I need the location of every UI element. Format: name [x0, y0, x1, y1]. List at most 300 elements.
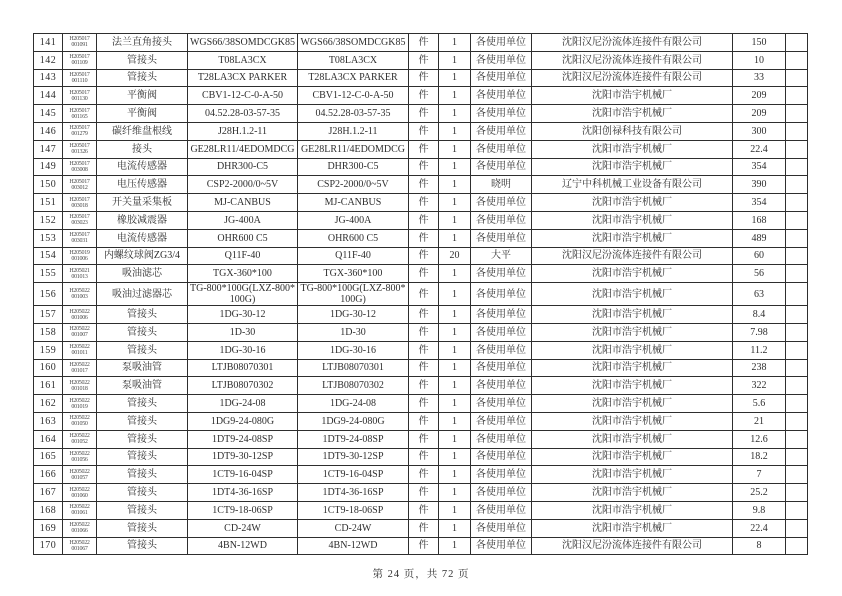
cell-unit: 件 [409, 87, 439, 105]
cell-item-code: H205017 003008 [63, 158, 97, 176]
cell-item-name: 管接头 [97, 69, 188, 87]
cell-quantity: 1 [439, 537, 471, 555]
cell-quantity: 1 [439, 448, 471, 466]
cell-using-unit: 各使用单位 [471, 484, 532, 502]
cell-remark [786, 501, 808, 519]
cell-unit: 件 [409, 105, 439, 123]
cell-unit-price: 489 [733, 229, 786, 247]
cell-using-unit: 各使用单位 [471, 194, 532, 212]
cell-unit-price: 63 [733, 283, 786, 306]
cell-unit: 件 [409, 395, 439, 413]
cell-unit-price: 33 [733, 69, 786, 87]
cell-quantity: 20 [439, 247, 471, 265]
table-row [34, 194, 808, 212]
cell-item-name: 接头 [97, 140, 188, 158]
cell-item-name: 管接头 [97, 484, 188, 502]
cell-supplier: 沈阳市浩宇机械厂 [532, 519, 733, 537]
cell-unit-price: 209 [733, 105, 786, 123]
table-row [34, 430, 808, 448]
cell-remark [786, 265, 808, 283]
cell-unit-price: 5.6 [733, 395, 786, 413]
cell-supplier: 沈阳市浩宇机械厂 [532, 158, 733, 176]
table-row [34, 501, 808, 519]
cell-quantity: 1 [439, 211, 471, 229]
cell-unit: 件 [409, 176, 439, 194]
cell-item-name: 管接头 [97, 323, 188, 341]
cell-quantity: 1 [439, 283, 471, 306]
cell-row-number: 166 [34, 466, 63, 484]
cell-model-spec-1: CD-24W [188, 519, 298, 537]
cell-using-unit: 各使用单位 [471, 265, 532, 283]
cell-unit: 件 [409, 140, 439, 158]
cell-row-number: 146 [34, 122, 63, 140]
cell-model-spec-1: 04.52.28-03-57-35 [188, 105, 298, 123]
cell-item-name: 管接头 [97, 395, 188, 413]
cell-unit-price: 60 [733, 247, 786, 265]
cell-item-code: H205022 001007 [63, 323, 97, 341]
cell-supplier: 沈阳市浩宇机械厂 [532, 448, 733, 466]
cell-remark [786, 448, 808, 466]
cell-row-number: 143 [34, 69, 63, 87]
cell-unit: 件 [409, 341, 439, 359]
cell-unit: 件 [409, 283, 439, 306]
cell-quantity: 1 [439, 341, 471, 359]
cell-item-name: 开关量采集板 [97, 194, 188, 212]
cell-supplier: 沈阳市浩宇机械厂 [532, 140, 733, 158]
cell-unit-price: 18.2 [733, 448, 786, 466]
cell-unit: 件 [409, 69, 439, 87]
cell-item-name: 管接头 [97, 448, 188, 466]
cell-supplier: 沈阳市浩宇机械厂 [532, 359, 733, 377]
cell-using-unit: 各使用单位 [471, 140, 532, 158]
cell-using-unit: 各使用单位 [471, 87, 532, 105]
table-row [34, 412, 808, 430]
cell-unit-price: 56 [733, 265, 786, 283]
cell-model-spec-2: JG-400A [298, 211, 409, 229]
cell-item-code: H205019 001006 [63, 247, 97, 265]
cell-unit: 件 [409, 211, 439, 229]
cell-model-spec-2: LTJB08070301 [298, 359, 409, 377]
cell-model-spec-2: 1DG-30-16 [298, 341, 409, 359]
cell-row-number: 155 [34, 265, 63, 283]
cell-item-name: 吸油过滤器芯 [97, 283, 188, 306]
cell-model-spec-2: GE28LR11/4EDOMDCG [298, 140, 409, 158]
cell-model-spec-1: 1DG-30-16 [188, 341, 298, 359]
cell-item-code: H205022 001017 [63, 359, 97, 377]
cell-unit-price: 150 [733, 34, 786, 52]
cell-model-spec-2: DHR300-C5 [298, 158, 409, 176]
cell-row-number: 151 [34, 194, 63, 212]
cell-item-name: 内螺纹球阀ZG3/4 [97, 247, 188, 265]
cell-using-unit: 各使用单位 [471, 158, 532, 176]
table-row [34, 140, 808, 158]
cell-item-name: 管接头 [97, 412, 188, 430]
cell-model-spec-2: 1DT9-30-12SP [298, 448, 409, 466]
cell-item-code: H205017 003031 [63, 229, 97, 247]
cell-model-spec-1: Q11F-40 [188, 247, 298, 265]
cell-unit: 件 [409, 484, 439, 502]
cell-model-spec-1: LTJB08070301 [188, 359, 298, 377]
cell-remark [786, 306, 808, 324]
cell-row-number: 154 [34, 247, 63, 265]
cell-remark [786, 359, 808, 377]
cell-supplier: 沈阳市浩宇机械厂 [532, 466, 733, 484]
cell-unit: 件 [409, 194, 439, 212]
cell-unit-price: 322 [733, 377, 786, 395]
cell-item-code: H205022 001067 [63, 537, 97, 555]
cell-model-spec-2: 1DG-30-12 [298, 306, 409, 324]
cell-row-number: 150 [34, 176, 63, 194]
cell-quantity: 1 [439, 158, 471, 176]
cell-row-number: 156 [34, 283, 63, 306]
cell-row-number: 164 [34, 430, 63, 448]
cell-model-spec-1: 1D-30 [188, 323, 298, 341]
cell-supplier: 沈阳创禄科技有限公司 [532, 122, 733, 140]
cell-row-number: 167 [34, 484, 63, 502]
cell-unit-price: 12.6 [733, 430, 786, 448]
cell-model-spec-2: 1D-30 [298, 323, 409, 341]
cell-unit: 件 [409, 51, 439, 69]
table-row [34, 87, 808, 105]
cell-item-name: 管接头 [97, 430, 188, 448]
cell-item-code: H205022 001050 [63, 412, 97, 430]
cell-quantity: 1 [439, 519, 471, 537]
cell-item-name: 平衡阀 [97, 105, 188, 123]
table-row [34, 323, 808, 341]
cell-item-code: H205017 001130 [63, 87, 97, 105]
cell-unit-price: 209 [733, 87, 786, 105]
cell-unit: 件 [409, 448, 439, 466]
parts-table-body [34, 34, 808, 555]
cell-unit: 件 [409, 501, 439, 519]
cell-using-unit: 各使用单位 [471, 501, 532, 519]
cell-row-number: 169 [34, 519, 63, 537]
cell-model-spec-1: TGX-360*100 [188, 265, 298, 283]
cell-model-spec-2: CBV1-12-C-0-A-50 [298, 87, 409, 105]
cell-quantity: 1 [439, 395, 471, 413]
cell-unit: 件 [409, 247, 439, 265]
cell-item-code: H205017 003018 [63, 194, 97, 212]
cell-using-unit: 各使用单位 [471, 341, 532, 359]
cell-model-spec-2: CD-24W [298, 519, 409, 537]
cell-unit-price: 354 [733, 158, 786, 176]
table-row [34, 51, 808, 69]
cell-unit: 件 [409, 34, 439, 52]
cell-unit-price: 10 [733, 51, 786, 69]
cell-model-spec-1: LTJB08070302 [188, 377, 298, 395]
cell-unit-price: 22.4 [733, 519, 786, 537]
cell-remark [786, 229, 808, 247]
cell-item-code: H205022 001056 [63, 448, 97, 466]
cell-row-number: 147 [34, 140, 63, 158]
cell-supplier: 沈阳市浩宇机械厂 [532, 412, 733, 430]
cell-quantity: 1 [439, 122, 471, 140]
cell-quantity: 1 [439, 430, 471, 448]
cell-remark [786, 140, 808, 158]
cell-item-name: 泵吸油管 [97, 359, 188, 377]
cell-supplier: 沈阳市浩宇机械厂 [532, 229, 733, 247]
cell-model-spec-2: 1DG9-24-080G [298, 412, 409, 430]
cell-model-spec-1: GE28LR11/4EDOMDCG [188, 140, 298, 158]
parts-table [33, 33, 808, 555]
cell-quantity: 1 [439, 34, 471, 52]
cell-unit: 件 [409, 412, 439, 430]
cell-model-spec-2: 4BN-12WD [298, 537, 409, 555]
cell-model-spec-2: CSP2-2000/0~5V [298, 176, 409, 194]
cell-remark [786, 377, 808, 395]
cell-model-spec-2: T28LA3CX PARKER [298, 69, 409, 87]
cell-item-name: 碳纤维盘根线 [97, 122, 188, 140]
cell-supplier: 沈阳市浩宇机械厂 [532, 283, 733, 306]
cell-unit-price: 7.98 [733, 323, 786, 341]
table-row [34, 484, 808, 502]
cell-model-spec-2: TGX-360*100 [298, 265, 409, 283]
cell-row-number: 153 [34, 229, 63, 247]
cell-item-name: 电流传感器 [97, 158, 188, 176]
cell-item-code: H205017 001110 [63, 69, 97, 87]
cell-item-code: H205017 001326 [63, 140, 97, 158]
cell-using-unit: 各使用单位 [471, 323, 532, 341]
cell-using-unit: 各使用单位 [471, 448, 532, 466]
cell-model-spec-1: 1DT4-36-16SP [188, 484, 298, 502]
cell-supplier: 沈阳汉尼汾流体连接件有限公司 [532, 34, 733, 52]
cell-model-spec-2: 1CT9-18-06SP [298, 501, 409, 519]
cell-quantity: 1 [439, 359, 471, 377]
cell-row-number: 160 [34, 359, 63, 377]
cell-item-name: 管接头 [97, 466, 188, 484]
cell-unit: 件 [409, 430, 439, 448]
cell-unit-price: 7 [733, 466, 786, 484]
cell-using-unit: 各使用单位 [471, 519, 532, 537]
cell-model-spec-1: J28H.1.2-11 [188, 122, 298, 140]
cell-model-spec-1: WGS66/38SOMDCGK85 [188, 34, 298, 52]
cell-unit-price: 300 [733, 122, 786, 140]
cell-unit: 件 [409, 229, 439, 247]
cell-remark [786, 176, 808, 194]
cell-unit-price: 390 [733, 176, 786, 194]
cell-supplier: 沈阳市浩宇机械厂 [532, 194, 733, 212]
cell-using-unit: 各使用单位 [471, 34, 532, 52]
cell-supplier: 沈阳汉尼汾流体连接件有限公司 [532, 69, 733, 87]
cell-model-spec-2: T08LA3CX [298, 51, 409, 69]
cell-remark [786, 51, 808, 69]
cell-using-unit: 各使用单位 [471, 395, 532, 413]
cell-model-spec-2: 1DT9-24-08SP [298, 430, 409, 448]
cell-row-number: 163 [34, 412, 63, 430]
cell-item-name: 吸油滤芯 [97, 265, 188, 283]
table-row [34, 229, 808, 247]
table-row [34, 265, 808, 283]
cell-remark [786, 283, 808, 306]
cell-unit: 件 [409, 158, 439, 176]
cell-model-spec-1: DHR300-C5 [188, 158, 298, 176]
cell-item-name: 管接头 [97, 306, 188, 324]
cell-item-code: H205022 001061 [63, 501, 97, 519]
cell-using-unit: 各使用单位 [471, 229, 532, 247]
cell-row-number: 149 [34, 158, 63, 176]
cell-supplier: 沈阳市浩宇机械厂 [532, 323, 733, 341]
cell-using-unit: 各使用单位 [471, 412, 532, 430]
cell-remark [786, 105, 808, 123]
cell-supplier: 沈阳市浩宇机械厂 [532, 377, 733, 395]
cell-model-spec-2: 04.52.28-03-57-35 [298, 105, 409, 123]
cell-unit: 件 [409, 359, 439, 377]
cell-quantity: 1 [439, 412, 471, 430]
cell-remark [786, 87, 808, 105]
cell-item-name: 管接头 [97, 537, 188, 555]
cell-unit-price: 25.2 [733, 484, 786, 502]
cell-unit-price: 8 [733, 537, 786, 555]
table-row [34, 341, 808, 359]
cell-unit-price: 168 [733, 211, 786, 229]
cell-model-spec-1: 1DG-24-08 [188, 395, 298, 413]
table-row [34, 359, 808, 377]
cell-item-code: H205017 003023 [63, 211, 97, 229]
cell-item-code: H205017 003012 [63, 176, 97, 194]
cell-row-number: 158 [34, 323, 63, 341]
cell-item-name: 橡胶减震器 [97, 211, 188, 229]
cell-unit: 件 [409, 306, 439, 324]
cell-item-code: H205022 001057 [63, 466, 97, 484]
cell-using-unit: 各使用单位 [471, 283, 532, 306]
cell-model-spec-2: OHR600 C5 [298, 229, 409, 247]
cell-remark [786, 211, 808, 229]
cell-quantity: 1 [439, 176, 471, 194]
cell-item-name: 平衡阀 [97, 87, 188, 105]
cell-using-unit: 各使用单位 [471, 377, 532, 395]
cell-supplier: 沈阳市浩宇机械厂 [532, 211, 733, 229]
cell-item-code: H205017 001165 [63, 105, 97, 123]
cell-supplier: 沈阳汉尼汾流体连接件有限公司 [532, 537, 733, 555]
cell-remark [786, 69, 808, 87]
cell-row-number: 159 [34, 341, 63, 359]
cell-supplier: 沈阳市浩宇机械厂 [532, 484, 733, 502]
cell-model-spec-2: 1CT9-16-04SP [298, 466, 409, 484]
cell-supplier: 沈阳市浩宇机械厂 [532, 341, 733, 359]
cell-item-code: H205022 001066 [63, 519, 97, 537]
cell-row-number: 142 [34, 51, 63, 69]
cell-unit: 件 [409, 519, 439, 537]
cell-remark [786, 519, 808, 537]
cell-remark [786, 537, 808, 555]
cell-quantity: 1 [439, 51, 471, 69]
cell-supplier: 沈阳市浩宇机械厂 [532, 265, 733, 283]
cell-model-spec-1: 1DG9-24-080G [188, 412, 298, 430]
cell-model-spec-1: 1DG-30-12 [188, 306, 298, 324]
cell-unit: 件 [409, 377, 439, 395]
cell-item-code: H205022 001003 [63, 283, 97, 306]
cell-quantity: 1 [439, 87, 471, 105]
cell-using-unit: 各使用单位 [471, 211, 532, 229]
cell-quantity: 1 [439, 466, 471, 484]
table-row [34, 306, 808, 324]
table-row [34, 537, 808, 555]
cell-unit: 件 [409, 323, 439, 341]
cell-quantity: 1 [439, 69, 471, 87]
cell-quantity: 1 [439, 484, 471, 502]
cell-quantity: 1 [439, 140, 471, 158]
cell-model-spec-2: 1DT4-36-16SP [298, 484, 409, 502]
cell-remark [786, 484, 808, 502]
cell-unit-price: 238 [733, 359, 786, 377]
cell-item-code: H205021 001013 [63, 265, 97, 283]
cell-unit-price: 8.4 [733, 306, 786, 324]
cell-row-number: 141 [34, 34, 63, 52]
cell-model-spec-2: LTJB08070302 [298, 377, 409, 395]
cell-supplier: 辽宁中科机械工业设备有限公司 [532, 176, 733, 194]
cell-unit: 件 [409, 122, 439, 140]
cell-unit: 件 [409, 466, 439, 484]
cell-unit: 件 [409, 537, 439, 555]
cell-remark [786, 194, 808, 212]
cell-remark [786, 412, 808, 430]
cell-row-number: 162 [34, 395, 63, 413]
cell-model-spec-1: 1DT9-24-08SP [188, 430, 298, 448]
cell-quantity: 1 [439, 377, 471, 395]
cell-model-spec-1: 1CT9-16-04SP [188, 466, 298, 484]
cell-row-number: 161 [34, 377, 63, 395]
cell-model-spec-2: Q11F-40 [298, 247, 409, 265]
table-row [34, 158, 808, 176]
table-row [34, 283, 808, 306]
cell-unit-price: 9.8 [733, 501, 786, 519]
cell-remark [786, 122, 808, 140]
table-row [34, 211, 808, 229]
cell-row-number: 152 [34, 211, 63, 229]
cell-model-spec-1: JG-400A [188, 211, 298, 229]
cell-model-spec-1: 1CT9-18-06SP [188, 501, 298, 519]
cell-using-unit: 各使用单位 [471, 51, 532, 69]
cell-model-spec-1: CSP2-2000/0~5V [188, 176, 298, 194]
page-footer: 第 24 页，共 72 页 [372, 569, 470, 580]
cell-item-name: 法兰直角接头 [97, 34, 188, 52]
cell-item-name: 泵吸油管 [97, 377, 188, 395]
cell-model-spec-2: J28H.1.2-11 [298, 122, 409, 140]
cell-supplier: 沈阳市浩宇机械厂 [532, 501, 733, 519]
cell-quantity: 1 [439, 229, 471, 247]
cell-row-number: 144 [34, 87, 63, 105]
cell-item-name: 管接头 [97, 51, 188, 69]
cell-item-code: H205022 001006 [63, 306, 97, 324]
cell-item-name: 电流传感器 [97, 229, 188, 247]
cell-using-unit: 大平 [471, 247, 532, 265]
table-row [34, 69, 808, 87]
cell-supplier: 沈阳市浩宇机械厂 [532, 306, 733, 324]
cell-item-code: H205017 001109 [63, 51, 97, 69]
cell-using-unit: 晓明 [471, 176, 532, 194]
cell-model-spec-1: T28LA3CX PARKER [188, 69, 298, 87]
cell-remark [786, 247, 808, 265]
cell-item-code: H205017 001279 [63, 122, 97, 140]
cell-using-unit: 各使用单位 [471, 537, 532, 555]
table-row [34, 519, 808, 537]
cell-model-spec-2: WGS66/38SOMDCGK85 [298, 34, 409, 52]
cell-model-spec-2: 1DG-24-08 [298, 395, 409, 413]
cell-item-name: 管接头 [97, 519, 188, 537]
cell-item-name: 电压传感器 [97, 176, 188, 194]
cell-remark [786, 430, 808, 448]
cell-item-code: H205022 001060 [63, 484, 97, 502]
cell-remark [786, 341, 808, 359]
cell-item-code: H205022 001018 [63, 377, 97, 395]
cell-model-spec-2: TG-800*100G(LXZ-800*100G) [298, 283, 409, 306]
cell-item-code: H205022 001011 [63, 341, 97, 359]
table-row [34, 105, 808, 123]
cell-supplier: 沈阳市浩宇机械厂 [532, 430, 733, 448]
cell-model-spec-1: CBV1-12-C-0-A-50 [188, 87, 298, 105]
cell-row-number: 170 [34, 537, 63, 555]
cell-row-number: 168 [34, 501, 63, 519]
